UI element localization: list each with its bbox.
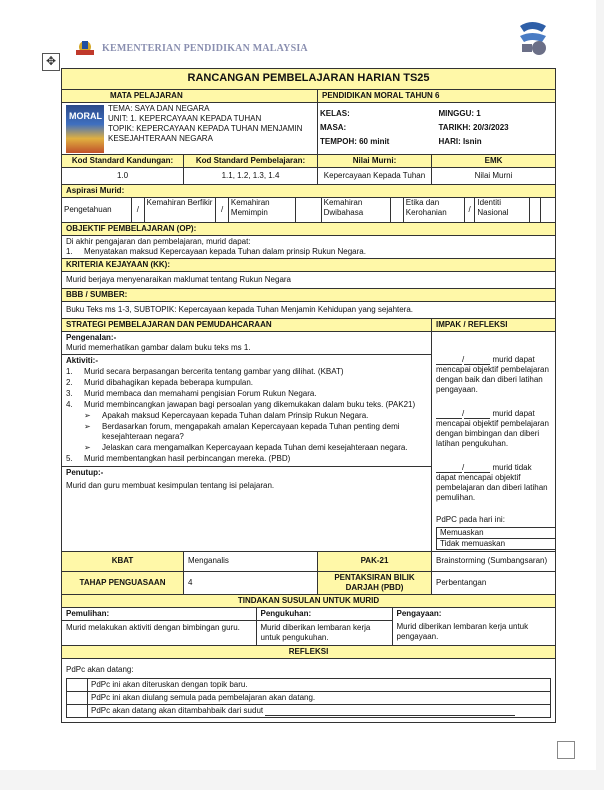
objektif-item: Menyatakan maksud Kepercayaan kepada Tuhan dalam prinsip Rukun Negara. <box>84 246 366 256</box>
kriteria-label: KRITERIA KEJAYAAN (KK): <box>62 258 556 271</box>
strategi-label: STRATEGI PEMBELAJARAN DAN PEMUDAHCARAAN <box>62 318 432 331</box>
tahap-penguasaan-value: 4 <box>184 571 318 594</box>
refleksi-options-table <box>66 678 551 718</box>
aspirasi-check-empty <box>530 198 541 222</box>
tarikh-field: TARIKH: 20/3/2023 <box>438 122 509 132</box>
unit-text: UNIT: 1. KEPERCAYAAN KEPADA TUHAN <box>108 113 262 123</box>
pemulihan-text: Murid melakukan aktiviti dengan bimbingan guru. <box>62 620 256 645</box>
refleksi-checkbox[interactable] <box>67 678 88 691</box>
move-arrows-icon: ✥ <box>45 54 57 68</box>
impak-reflection-1: / murid dapat mencapai objektif pembelajaran dengan baik dan diberi latihan pengayaan. <box>436 354 549 394</box>
pengenalan-label: Pengenalan:- <box>66 332 117 342</box>
kbat-value: Menganalis <box>184 551 318 571</box>
list-item: 5. Murid membentangkan hasil perbincangan mereka. (PBD) <box>66 453 291 463</box>
strategi-content <box>62 331 432 551</box>
time-cell <box>318 102 556 154</box>
arrow-bullet-icon: ➢ <box>84 421 91 431</box>
ts25-logo-icon <box>512 16 554 58</box>
masa-field: MASA: <box>320 122 347 132</box>
pengukuhan-label: Pengukuhan: <box>256 608 392 621</box>
aspirasi-label: Aspirasi Murid: <box>62 184 556 197</box>
refleksi-option: PdPc akan datang akan ditambahbaik dari sudut <box>88 704 551 717</box>
refleksi-checkbox[interactable] <box>67 704 88 717</box>
refleksi-content <box>62 658 556 722</box>
emk-value: Nilai Murni <box>432 167 556 184</box>
kod-standard-kandungan-header: Kod Standard Kandungan: <box>62 154 184 167</box>
list-item: ➢ Berdasarkan forum, mengapakah amalan Kepercayaan kepada Tuhan penting demi kesejahteraan negara? <box>84 421 400 441</box>
resize-handle[interactable] <box>557 741 575 759</box>
objektif-label: OBJEKTIF PEMBELAJARAN (OP): <box>62 222 556 235</box>
list-item: ➢ Jelaskan cara mengamalkan Kepercayaan kepada Tuhan demi kesejahteraan negara. <box>84 442 408 452</box>
pdpc-rating-table <box>436 527 556 550</box>
objektif-content <box>62 235 556 258</box>
nilai-murni-header: Nilai Murni: <box>318 154 432 167</box>
list-item: 1. Murid secara berpasangan bercerita tentang gambar yang dilihat. (KBAT) <box>66 366 344 376</box>
aspirasi-row <box>62 197 556 222</box>
penutup-text: Murid dan guru membuat kesimpulan tentang isi pelajaran. <box>66 480 275 490</box>
ministry-name: KEMENTERIAN PENDIDIKAN MALAYSIA <box>102 43 308 54</box>
pengayaan-label: Pengayaan: <box>396 608 442 618</box>
tahap-penguasaan-label: TAHAP PENGUASAAN <box>62 571 184 594</box>
objektif-number: 1. <box>66 246 73 256</box>
impak-content <box>432 331 556 551</box>
list-item: ➢ Apakah maksud Kepercayaan kepada Tuhan dalam Prinsip Rukun Negara. <box>84 410 369 420</box>
aspirasi-item: Identiti Nasional <box>475 198 530 222</box>
page-title: RANCANGAN PEMBELAJARAN HARIAN TS25 <box>62 69 556 90</box>
table-move-handle[interactable] <box>42 53 60 71</box>
tidak-memuaskan-label: Tidak memuaskan <box>437 538 556 549</box>
emk-header: EMK <box>432 154 556 167</box>
nilai-murni-value: Kepercayaan Kepada Tuhan <box>318 167 432 184</box>
pdpc-today-label: PdPC pada hari ini: <box>436 514 505 524</box>
aspirasi-item: Kemahiran Dwibahasa <box>321 198 391 222</box>
kod-standard-pembelajaran-value: 1.1, 1.2, 1.3, 1.4 <box>184 167 318 184</box>
aspirasi-item: Kemahiran Berfikir <box>144 198 216 222</box>
textbook-cover-image: MORAL <box>66 105 104 153</box>
lesson-plan-table <box>61 68 556 723</box>
kbat-label: KBAT <box>62 551 184 571</box>
subject-name: PENDIDIKAN MORAL TAHUN 6 <box>318 89 556 102</box>
hari-field: HARI: Isnin <box>438 136 482 146</box>
mata-pelajaran-label: MATA PELAJARAN <box>62 89 318 102</box>
minggu-field: MINGGU: 1 <box>438 108 481 118</box>
pengenalan-text: Murid memerhatikan gambar dalam buku teks ms 1. <box>66 342 251 352</box>
kod-standard-kandungan-value: 1.0 <box>62 167 184 184</box>
pbd-value: Perbentangan <box>432 571 556 594</box>
objektif-intro: Di akhir pengajaran dan pembelajaran, murid dapat: <box>66 236 251 246</box>
aspirasi-check-empty <box>391 198 404 222</box>
pbd-label: PENTAKSIRAN BILIK DARJAH (PBD) <box>318 571 432 594</box>
topik-text: TOPIK: KEPERCAYAAN KEPADA TUHAN MENJAMIN KESEJAHTERAAN NEGARA <box>108 123 303 143</box>
refleksi-option: PdPc ini akan diteruskan dengan topik baru. <box>88 678 551 691</box>
ministry-crest-icon <box>74 38 96 58</box>
aspirasi-check-empty <box>296 198 321 222</box>
kod-standard-pembelajaran-header: Kod Standard Pembelajaran: <box>184 154 318 167</box>
refleksi-checkbox[interactable] <box>67 691 88 704</box>
pak21-label: PAK-21 <box>318 551 432 571</box>
aspirasi-check-empty <box>540 198 555 222</box>
aspirasi-check: / <box>464 198 475 222</box>
bbb-label: BBB / SUMBER: <box>62 288 556 301</box>
kelas-field: KELAS: <box>320 108 350 118</box>
aspirasi-item: Kemahiran Memimpin <box>228 198 295 222</box>
aktiviti-list <box>66 367 427 464</box>
aspirasi-check: / <box>132 198 145 222</box>
pak21-value: Brainstorming (Sumbangsaran) <box>432 551 556 571</box>
bbb-text: Buku Teks ms 1-3, SUBTOPIK: Kepercayaan kepada Tuhan Menjamin Kehidupan yang sejahtera. <box>62 301 556 318</box>
arrow-bullet-icon: ➢ <box>84 410 91 420</box>
topic-cell <box>62 102 318 154</box>
list-item: 4. Murid membincangkan jawapan bagi persoalan yang dikemukakan dalam buku teks. (PAK21) <box>66 399 416 409</box>
memuaskan-label: Memuaskan <box>437 527 556 538</box>
tindakan-label: TINDAKAN SUSULAN UNTUK MURID <box>62 594 556 607</box>
refleksi-intro: PdPc akan datang: <box>66 664 134 674</box>
arrow-bullet-icon: ➢ <box>84 442 91 452</box>
impak-label: IMPAK / REFLEKSI <box>432 318 556 331</box>
aspirasi-check: / <box>216 198 229 222</box>
aspirasi-item: Etika dan Kerohanian <box>403 198 464 222</box>
tema-text: TEMA: SAYA DAN NEGARA <box>108 103 210 113</box>
pengukuhan-text: Murid diberikan lembaran kerja untuk pengukuhan. <box>256 620 392 645</box>
pemulihan-label: Pemulihan: <box>62 608 256 621</box>
refleksi-label: REFLEKSI <box>62 645 556 658</box>
aktiviti-label: Aktiviti:- <box>66 355 98 365</box>
tempoh-field: TEMPOH: 60 minit <box>320 136 390 146</box>
aspirasi-item: Pengetahuan <box>62 198 132 222</box>
kriteria-text: Murid berjaya menyenaraikan maklumat tentang Rukun Negara <box>62 271 556 288</box>
list-item: 3. Murid membaca dan memahami pengisian Forum Rukun Negara. <box>66 388 317 398</box>
impak-reflection-2: / murid dapat mencapai objektif pembelajaran dengan bimbingan dan diberi latihan pengukuhan. <box>436 408 549 448</box>
penutup-label: Penutup:- <box>66 467 104 477</box>
impak-reflection-3: / murid tidak dapat mencapai objektif pembelajaran dan diberi latihan pemulihan. <box>436 462 548 502</box>
tindakan-content <box>62 607 556 645</box>
refleksi-option: PdPc ini akan diulang semula pada pembelajaran akan datang. <box>88 691 551 704</box>
pengayaan-text: Murid diberikan lembaran kerja untuk pengayaan. <box>396 622 529 642</box>
list-item: 2. Murid dibahagikan kepada beberapa kumpulan. <box>66 377 254 387</box>
